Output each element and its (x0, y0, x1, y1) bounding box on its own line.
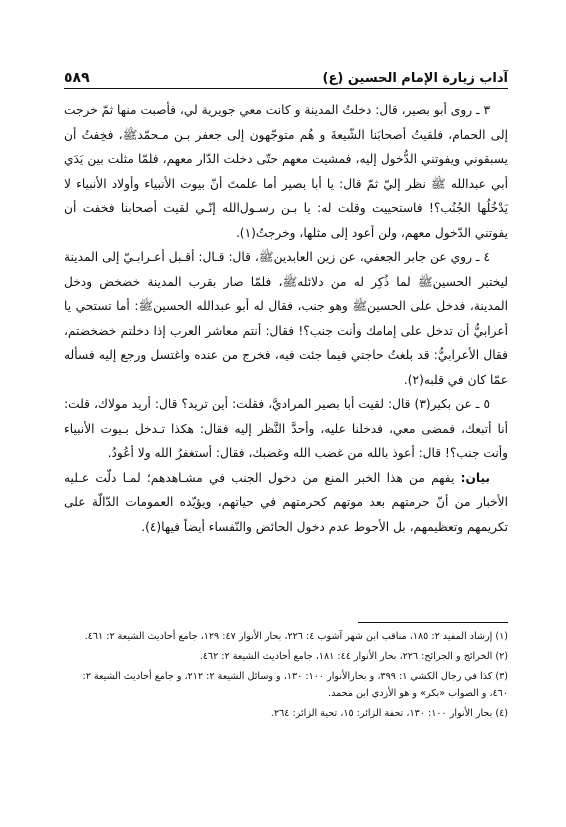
paragraph-4: ٤ ـ روي عن جابر الجعفي، عن زين العابدينﷺ، قال: قـال: أقـبل أعـرابـيّ إلى المدينة ليختبر الحسينﷺ لما ذُكِر له من دلائلهﷺ، فلمّا صار بقرب المدينة خضخض ودخل المدينة، فدخل على الحسينﷺ وهو جنب، فقال له أبو عبدالله الحسينﷺ: أما تستحي يا أعرابيُّ أن تدخل على إمامك وأنت جنب؟! فقال: أنتم معاشر العرب إذا دخلتم خضخضتم، فقال الأعرابيُّ: قد بلغتُ حاجتي فيما جئت فيه، فخرج من عنده واغتسل ورجع إليه فسأله عمّا كان في قلبه(٢). (64, 250, 508, 387)
running-header (64, 62, 508, 86)
paragraph-5: ٥ ـ عن بكير(٣) قال: لقيت أبا بصير المراديَّ، فقلت: أين تريد؟ قال: أريد مولاك، قلت: أنا أتبعك، فمضى معي، فدخلنا عليه، وأحدَّ النَّظر إليه فقال: هكذا تـدخل بـيوت الأنبياء وأنت جنب؟! قال: أعوذ بالله من غضب الله وغضبك، فقال: أستغفرُ الله ولا أعُودُ. (64, 397, 508, 460)
footnotes (64, 628, 508, 725)
bayan-label: بيان: (460, 470, 490, 485)
bayan-paragraph (64, 466, 508, 540)
footnote-4: (٤) بحار الأنوار ١٠٠: ١٣٠، تحفة الزائر: ١٥، تحية الزائر: ٢٦٤. (270, 708, 508, 719)
bayan-text: يفهم من هذا الخبر المنع من دخول الجنب في مشـاهدهم؛ لمـا دلّت عـليه الأخبار من أنّ حرمتهم بعد موتهم كحرمتهم في حياتهم، ويؤيّده العمومات الدّالّة على تكريمهم وتعظيمهم، بل الأحوط عدم دخول الحائض والنّفساء أيضاً فيها(٤). (64, 470, 508, 534)
page-number: ٥٨٩ (64, 70, 90, 86)
header-rule (64, 88, 508, 89)
footnote-2: (٢) الخرائج و الجرائح: ٢٢٦، بحار الأنوار ٤٤: ١٨١، جامع أحاديث الشيعة ٢: ٤٦٢. (199, 651, 508, 662)
footnote-1: (١) إرشاد المفيد ٢: ١٨٥، مناقب ابن شهر آشوب ٤: ٢٢٦، بحار الأنوار ٤٧: ١٢٩، جامع أحاديث الشيعة ٢: ٤٦١. (84, 631, 508, 642)
main-text (64, 98, 508, 539)
paragraph-3: ٣ ـ روى أبو بصير، قال: دخلتُ المدينة و كانت معي جويرية لي، فأصبت منها ثمّ خرجت إلى الحمام، فلقيتُ أصحابَنا الشّيعةَ و هُم متوجّهون إلى جعفر بـن مـحمّدﷺ، فخِفتُ أن يسبقوني ويفوتني الدُّخول إليه، فمشيت معهم حتّى دخلت الدّار معهم، فلمّا مثلت بين يَدَي أبي عبدالله ﷺ نظر إليّ ثمّ قال: يا أبا بصير أما علمتَ أنّ بيوت الأنبياء وأولاد الأنبياء لا يَدْخُلُها الجُنُب؟! فاستحييت وقلت له: يا بـن رسـول‌الله إنّـي لقيت أصحابنا فخفت أن يفوتني الدّخول معهم، ولن أعود إلى مثلها، وخرجتُ(١). (64, 103, 508, 240)
footnote-3: (٣) كذا في رجال الكشي ١: ٣٩٩، و بحارالأنوار ١٠٠: ١٣٠، و وسائل الشيعة ٢: ٢١٢، و جامع أحاديث الشيعة ٢: ٤٦٠، و الصواب «بكر» و هو الأزدي ابن محمد. (82, 671, 508, 699)
footnote-rule (358, 622, 508, 623)
book-title: آداب زيارة الإمام الحسين (ع) (322, 71, 508, 86)
